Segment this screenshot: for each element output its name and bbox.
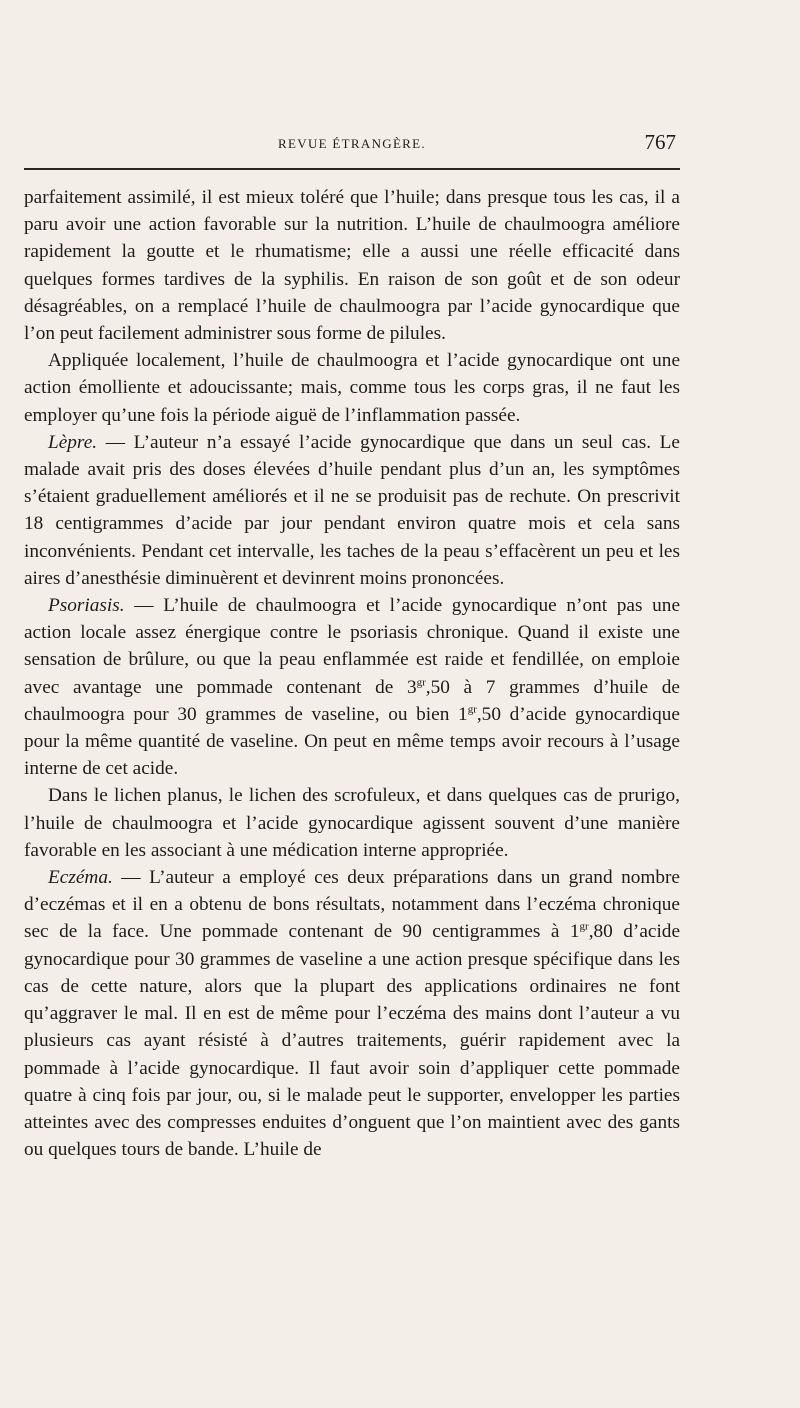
paragraph-text: — L’auteur a employé ces deux préparations dans un grand nombre d’eczémas et il en a obtenu de bons résultats, notamment dans l’eczéma chronique sec de la face. Une pommade contenant de 90 centigrammes à 1 bbox=[24, 867, 680, 943]
paragraph-psoriasis bbox=[24, 592, 680, 782]
paragraph-text: ,50 d’acide gynocardique pour la même quantité de vaseline. On peut en même temps avoir recours à l’usage interne de cet acide. bbox=[24, 703, 680, 780]
paragraph-continuation bbox=[24, 184, 680, 347]
section-heading-psoriasis: Psoriasis. bbox=[48, 595, 125, 617]
paragraph-text: — L’auteur n’a essayé l’acide gynocardique que dans un seul cas. Le malade avait pris des doses élevées d’huile pendant plus d’un an, les symptômes s’étaient graduellement améliorés et il ne se produisit pas de rechute. On prescrivit 18 centigrammes d’acide par jour pendant environ quatre mois et cela sans inconvénients. Pendant cet intervalle, les taches de la peau s’effacèrent un peu et les aires d’anesthésie diminuèrent et devinrent moins prononcées. bbox=[24, 431, 680, 589]
paragraph-text: — L’huile de chaulmoogra et l’acide gynocardique n’ont pas une action locale assez énergique contre le psoriasis chronique. Quand il existe une sensation de brûlure, ou que la peau enflammée est raide et fendillée, on emploie avec avantage une pommade contenant de 3 bbox=[24, 595, 680, 698]
section-heading-lepre: Lèpre. bbox=[48, 431, 98, 453]
unit-superscript: gr bbox=[579, 921, 589, 934]
running-head bbox=[24, 130, 680, 156]
paragraph-text: ,50 à 7 grammes d’huile de chaulmoogra pour 30 grammes de vaseline, ou bien 1 bbox=[24, 676, 680, 725]
paragraph-local-application bbox=[24, 347, 680, 429]
page-number: 767 bbox=[644, 130, 676, 154]
paragraph-lichen bbox=[24, 782, 680, 864]
paragraph-eczema bbox=[24, 864, 680, 1163]
paragraph-lepre bbox=[24, 429, 680, 592]
body-text bbox=[24, 184, 680, 1163]
unit-superscript: gr bbox=[467, 703, 477, 716]
header-rule bbox=[24, 168, 680, 170]
section-heading-eczema: Eczéma. bbox=[48, 867, 113, 889]
paragraph-text: parfaitement assimilé, il est mieux toléré que l’huile; dans presque tous les cas, il a paru avoir une action favorable sur la nutrition. L’huile de chaulmoogra améliore rapidement la goutte et le rhumatisme; elle a aussi une réelle efficacité dans quelques formes tardives de la syphilis. En raison de son goût et de son odeur désagréables, on a remplacé l’huile de chaulmoogra par l’acide gynocardique que l’on peut facilement administrer sous forme de pilules. bbox=[24, 187, 680, 345]
paragraph-text: Dans le lichen planus, le lichen des scrofuleux, et dans quelques cas de prurigo, l’huile de chaulmoogra et l’acide gynocardique agissent souvent d’une manière favorable en les associant à une médication interne appropriée. bbox=[24, 785, 680, 861]
paragraph-text: ,80 d’acide gynocardique pour 30 grammes de vaseline a une action presque spécifique dans les cas de cette nature, alors que la plupart des applications ordinaires ne font qu’aggraver le mal. Il en est de même pour l’eczéma des mains dont l’auteur a vu plusieurs cas ayant résisté à d’autres traitements, guérir rapidement avec la pommade à l’acide gynocardique. Il faut avoir soin d’appliquer cette pommade quatre à cinq fois par jour, ou, si le malade peut le supporter, envelopper les parties atteintes avec des compresses enduites d’onguent que l’on maintient avec des gants ou quelques tours de bande. L’huile de bbox=[24, 921, 681, 1161]
unit-superscript: gr bbox=[416, 676, 426, 689]
running-title: REVUE ÉTRANGÈRE. bbox=[278, 136, 426, 151]
paragraph-text: Appliquée localement, l’huile de chaulmoogra et l’acide gynocardique ont une action émolliente et adoucissante; mais, comme tous les corps gras, il ne faut les employer qu’une fois la période aiguë de l’inflammation passée. bbox=[24, 350, 680, 426]
